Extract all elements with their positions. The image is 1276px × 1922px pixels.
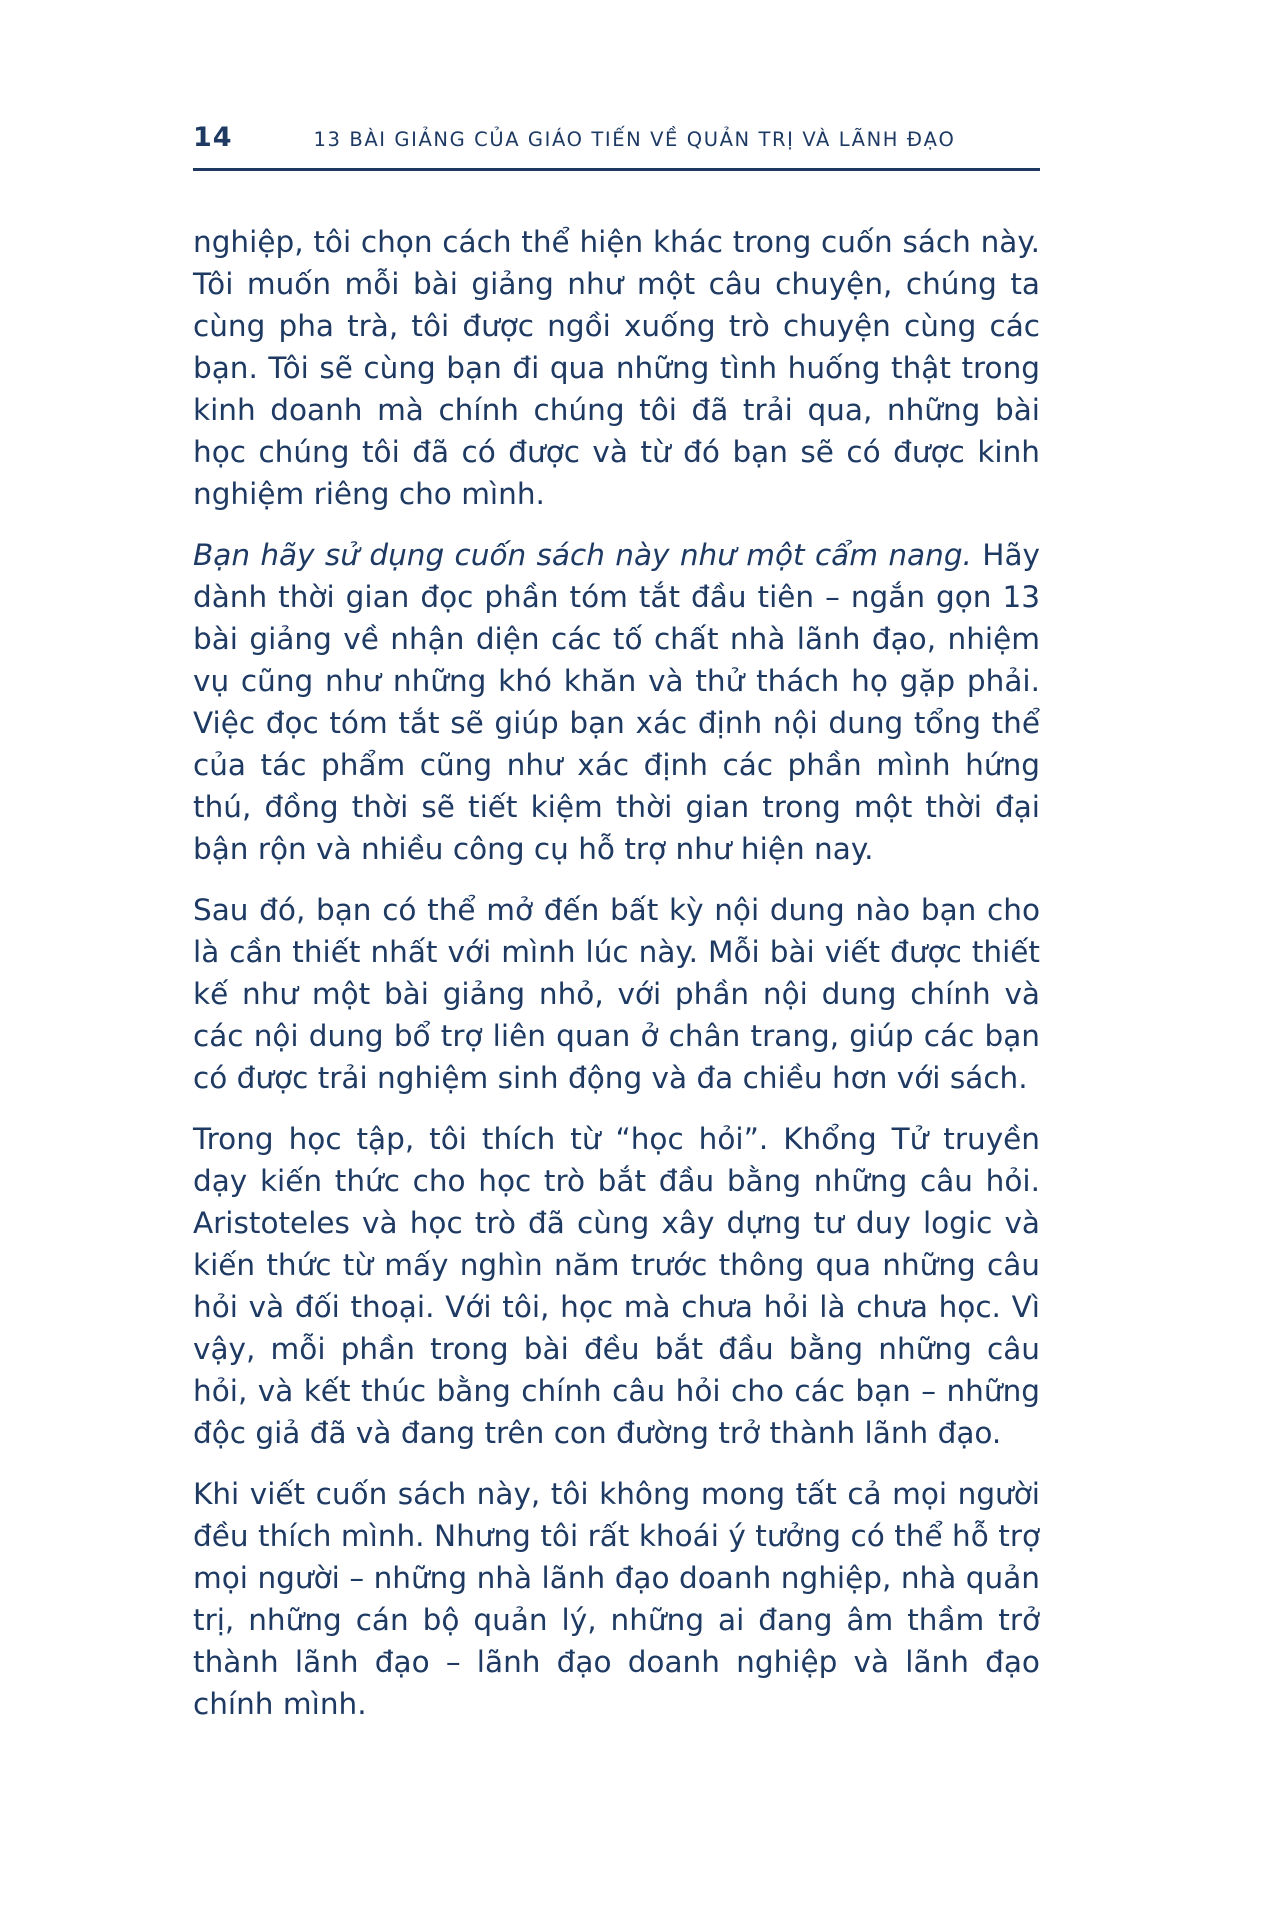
page-header xyxy=(193,122,1040,153)
paragraph xyxy=(193,889,1040,1099)
paragraph-text: Khi viết cuốn sách này, tôi không mong tất cả mọi người đều thích mình. Nhưng tôi rất khoái ý tưởng có thể hỗ trợ mọi người – những nhà lãnh đạo doanh nghiệp, nhà quản trị, những cán bộ quản lý, những ai đang âm thầm trở thành lãnh đạo – lãnh đạo doanh nghiệp và lãnh đạo chính mình. xyxy=(193,1477,1040,1721)
paragraph-text: Trong học tập, tôi thích từ “học hỏi”. Khổng Tử truyền dạy kiến thức cho học trò bắt đầu bằng những câu hỏi. Aristoteles và học trò đã cùng xây dựng tư duy logic và kiến thức từ mấy nghìn năm trước thông qua những câu hỏi và đối thoại. Với tôi, học mà chưa hỏi là chưa học. Vì vậy, mỗi phần trong bài đều bắt đầu bằng những câu hỏi, và kết thúc bằng chính câu hỏi cho các bạn – những độc giả đã và đang trên con đường trở thành lãnh đạo. xyxy=(193,1122,1040,1450)
paragraph-text: nghiệp, tôi chọn cách thể hiện khác trong cuốn sách này. Tôi muốn mỗi bài giảng như một câu chuyện, chúng ta cùng pha trà, tôi được ngồi xuống trò chuyện cùng các bạn. Tôi sẽ cùng bạn đi qua những tình huống thật trong kinh doanh mà chính chúng tôi đã trải qua, những bài học chúng tôi đã có được và từ đó bạn sẽ có được kinh nghiệm riêng cho mình. xyxy=(193,225,1040,511)
page-number: 14 xyxy=(193,122,233,153)
paragraph xyxy=(193,221,1040,515)
paragraph xyxy=(193,534,1040,870)
paragraph-text: Hãy dành thời gian đọc phần tóm tắt đầu tiên – ngắn gọn 13 bài giảng về nhận diện các tố chất nhà lãnh đạo, nhiệm vụ cũng như những khó khăn và thử thách họ gặp phải. Việc đọc tóm tắt sẽ giúp bạn xác định nội dung tổng thể của tác phẩm cũng như xác định các phần mình hứng thú, đồng thời sẽ tiết kiệm thời gian trong một thời đại bận rộn và nhiều công cụ hỗ trợ như hiện nay. xyxy=(193,538,1040,866)
running-title: 13 BÀI GIẢNG CỦA GIÁO TIẾN VỀ QUẢN TRỊ VÀ LÃNH ĐẠO xyxy=(313,128,956,151)
paragraph xyxy=(193,1118,1040,1454)
paragraph-lead-italic: Bạn hãy sử dụng cuốn sách này như một cẩm nang. xyxy=(193,538,972,572)
header-rule xyxy=(193,168,1040,171)
body-text xyxy=(193,221,1040,1725)
paragraph-text: Sau đó, bạn có thể mở đến bất kỳ nội dung nào bạn cho là cần thiết nhất với mình lúc này. Mỗi bài viết được thiết kế như một bài giảng nhỏ, với phần nội dung chính và các nội dung bổ trợ liên quan ở chân trang, giúp các bạn có được trải nghiệm sinh động và đa chiều hơn với sách. xyxy=(193,893,1040,1095)
text-block xyxy=(193,122,1040,1725)
paragraph xyxy=(193,1473,1040,1725)
